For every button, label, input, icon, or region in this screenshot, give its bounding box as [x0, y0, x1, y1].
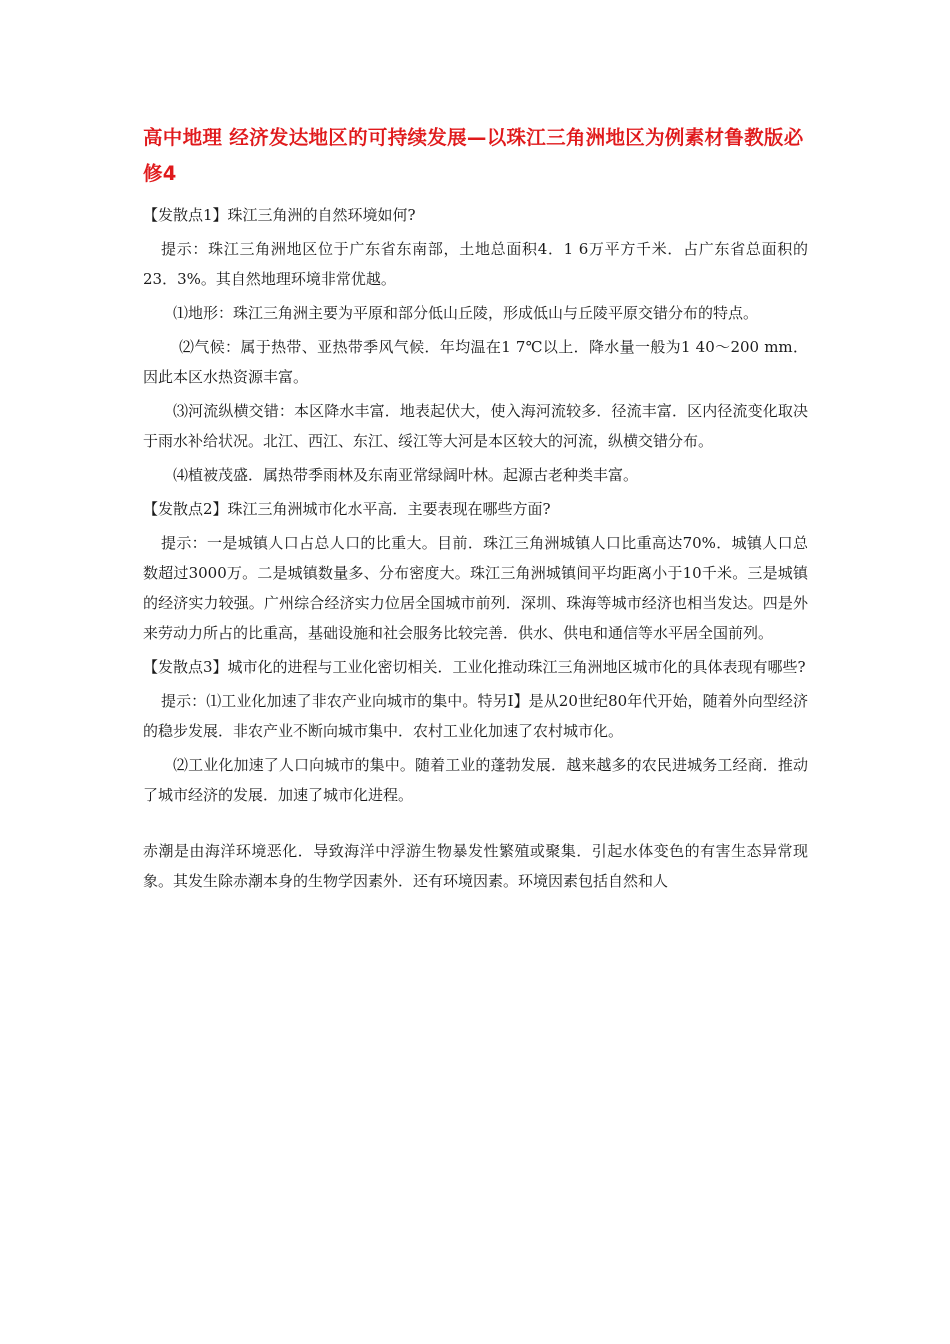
vegetation-paragraph: ⑷植被茂盛．属热带季雨林及东南亚常绿阔叶林。起源古老种类丰富。 [173, 466, 639, 484]
hint-paragraph-3: 提示：⑴工业化加速了非农产业向城市的集中。特另I】是从20世纪80年代开始，随着外向型经济的稳步发展．非农产业不断向城市集中．农村工业化加速了农村城市化。 [143, 692, 808, 740]
section-heading-3: 【发散点3】城市化的进程与工业化密切相关．工业化推动珠江三角洲地区城市化的具体表现有哪些? [143, 658, 806, 676]
hint-paragraph-1: 提示：珠江三角洲地区位于广东省东南部，土地总面积4．1 6万平方千米．占广东省总面积的23．3%。其自然地理环境非常优越。 [143, 240, 808, 288]
paragraph-gap [143, 814, 808, 836]
document-page [143, 120, 808, 900]
section-heading-1: 【发散点1】珠江三角洲的自然环境如何? [143, 206, 416, 224]
hint-paragraph-2: 提示：一是城镇人口占总人口的比重大。目前．珠江三角洲城镇人口比重高达70%．城镇人口总数超过3000万。二是城镇数量多、分布密度大。珠江三角洲城镇间平均距离小于10千米。三是城镇的经济实力较强。广州综合经济实力位居全国城市前列．深圳、珠海等城市经济也相当发达。四是外来劳动力所占的比重高，基础设施和社会服务比较完善．供水、供电和通信等水平居全国前列。 [143, 534, 808, 642]
climate-paragraph: ⑵气候：属于热带、亚热带季风气候．年均温在1 7℃以上．降水量一般为1 40～200 mm．因此本区水热资源丰富。 [143, 338, 808, 386]
industrialization-paragraph: ⑵工业化加速了人口向城市的集中。随着工业的蓬勃发展．越来越多的农民进城务工经商．推动了城市经济的发展．加速了城市化进程。 [143, 756, 808, 804]
document-title: 高中地理 经济发达地区的可持续发展—以珠江三角洲地区为例素材鲁教版必修4 [143, 126, 804, 185]
section-heading-2: 【发散点2】珠江三角洲城市化水平高．主要表现在哪些方面? [143, 500, 551, 518]
terrain-paragraph: ⑴地形：珠江三角洲主要为平原和部分低山丘陵，形成低山与丘陵平原交错分布的特点。 [173, 304, 759, 322]
rivers-paragraph: ⑶河流纵横交错：本区降水丰富．地表起伏大，使入海河流较多．径流丰富．区内径流变化取决于雨水补给状况。北江、西江、东江、绥江等大河是本区较大的河流，纵横交错分布。 [143, 402, 808, 450]
red-tide-paragraph: 赤潮是由海洋环境恶化．导致海洋中浮游生物暴发性繁殖或聚集．引起水体变色的有害生态异常现象。其发生除赤潮本身的生物学因素外．还有环境因素。环境因素包括自然和人 [143, 842, 808, 890]
